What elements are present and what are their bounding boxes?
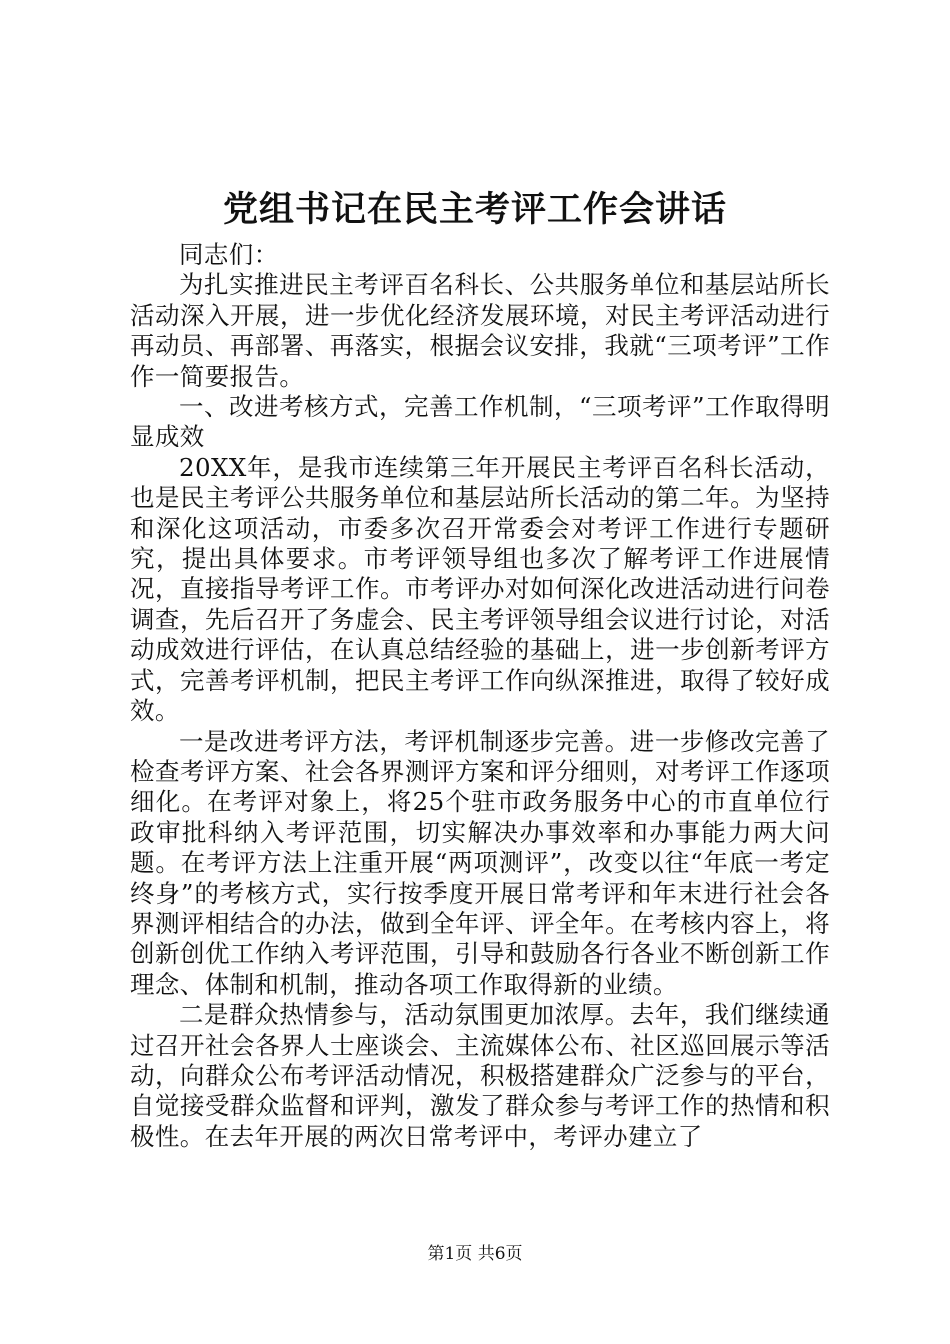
page-number-footer: 第1页 共6页 — [427, 1244, 523, 1264]
intro-paragraph: 为扎实推进民主考评百名科长、公共服务单位和基层站所长活动深入开展，进一步优化经济发展环境，对民主考评活动进行再动员、再部署、再落实，根据会议安排，我就“三项考评”工作作一简要报告。 — [130, 270, 830, 391]
document-title: 党组书记在民主考评工作会讲话 — [222, 189, 727, 230]
body-paragraph: 一是改进考评方法，考评机制逐步完善。进一步修改完善了检查考评方案、社会各界测评方案和评分细则，对考评工作逐项细化。在考评对象上，将25个驻市政务服务中心的市直单位行政审批科纳入考评范围，切实解决办事效率和办事能力两大问题。在考评方法上注重开展“两项测评”，改变以往“年底一考定终身”的考核方式，实行按季度开展日常考评和年末进行社会各界测评相结合的办法，做到全年评、评全年。在考核内容上，将创新创优工作纳入考评范围，引导和鼓励各行各业不断创新工作理念、体制和机制，推动各项工作取得新的业绩。 — [130, 726, 830, 999]
salutation: 同志们： — [179, 240, 279, 269]
section-heading: 一、改进考核方式，完善工作机制，“三项考评”工作取得明显成效 — [130, 392, 830, 452]
body-paragraph: 二是群众热情参与，活动氛围更加浓厚。去年，我们继续通过召开社会各界人士座谈会、主流媒体公布、社区巡回展示等活动，向群众公布考评活动情况，积极搭建群众广泛参与的平台，自觉接受群众监督和评判，激发了群众参与考评工作的热情和积极性。在去年开展的两次日常考评中，考评办建立了 — [130, 1000, 830, 1151]
document-body — [130, 240, 830, 1152]
body-paragraph: 20XX年，是我市连续第三年开展民主考评百名科长活动，也是民主考评公共服务单位和基层站所长活动的第二年。为坚持和深化这项活动，市委多次召开常委会对考评工作进行专题研究，提出具体要求。市考评领导组也多次了解考评工作进展情况，直接指导考评工作。市考评办对如何深化改进活动进行问卷调查，先后召开了务虚会、民主考评领导组会议进行讨论，对活动成效进行评估，在认真总结经验的基础上，进一步创新考评方式，完善考评机制，把民主考评工作向纵深推进，取得了较好成效。 — [130, 452, 830, 726]
